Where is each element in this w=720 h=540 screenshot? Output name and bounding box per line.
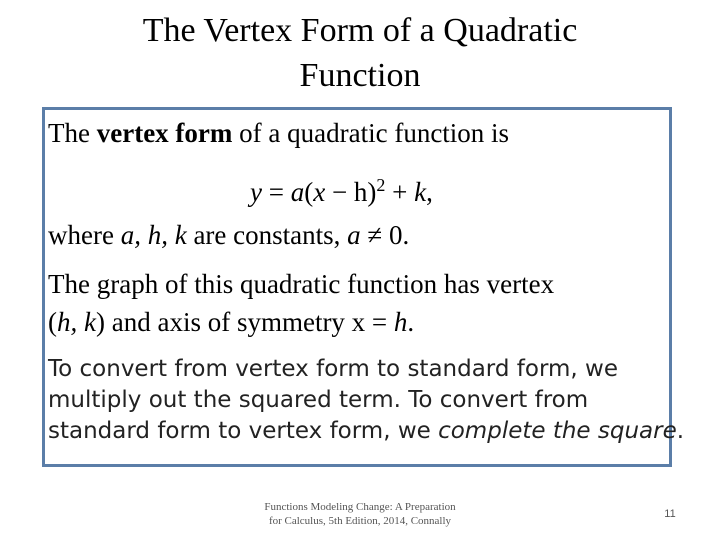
slide-footer — [230, 500, 490, 528]
graph-text-line-1: The graph of this quadratic function has vertex — [48, 269, 555, 299]
footer-line-2: for Calculus, 5th Edition, 2014, Connally — [268, 515, 452, 527]
graph-text-line-2: (h, k) and axis of symmetry x = h. — [48, 307, 415, 337]
constants-text: where a, h, k are constants, a ≠ 0. — [48, 220, 410, 250]
conversion-line-1: To convert from vertex form to standard form, we — [48, 356, 618, 382]
conversion-line-2: multiply out the squared term. To convert from — [48, 387, 589, 413]
footer-line-1: Functions Modeling Change: A Preparation — [264, 501, 456, 513]
title-line-1: The Vertex Form of a Quadratic — [142, 12, 578, 49]
slide-title — [40, 8, 680, 98]
conversion-text — [48, 354, 684, 447]
vertex-form-equation: $y = a(x - h)^2 + k$, — [250, 175, 433, 207]
definition-text: The vertex form of a quadratic function is — [48, 118, 510, 148]
term-vertex-form: vertex form — [96, 118, 233, 148]
page-number: 11 — [664, 508, 676, 520]
title-line-2: Function — [299, 57, 421, 94]
conversion-line-3: standard form to vertex form, we complete the square. — [48, 418, 685, 444]
